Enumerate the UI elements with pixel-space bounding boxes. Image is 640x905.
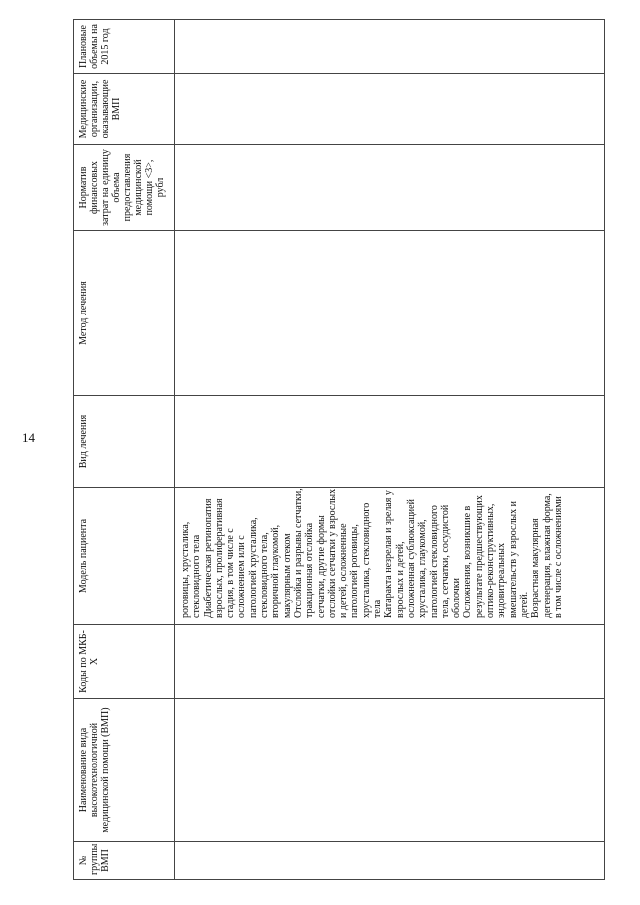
header-planned-volumes: Плановые объемы на 2015 год	[74, 20, 175, 74]
patient-model-line: вмешательств у взрослых и	[507, 500, 519, 618]
patient-model-line: тела	[372, 599, 384, 618]
patient-model-line: дегенерация, влажная форма,	[541, 493, 553, 618]
patient-model-line: осложнением или с	[236, 535, 248, 618]
patient-model-line: Катаракта незрелая и зрелая у	[383, 490, 395, 618]
header-treatment-method: Метод лечения	[74, 231, 175, 396]
cell-treatment-method	[175, 231, 605, 396]
patient-model-line: Осложнения, возникшие в	[462, 505, 474, 618]
patient-model-line: хрусталика, глаукомой,	[417, 519, 429, 618]
patient-model-line: патологией роговицы,	[349, 524, 361, 618]
header-cost-standard: Норматив финансовых затрат на единицу объема предоставления медицинской помощи <3>, рубл	[74, 145, 175, 231]
vmp-table	[73, 19, 605, 880]
patient-model-line: взрослых, пролиферативная	[213, 498, 225, 618]
patient-model-line: сетчатки, другие формы	[315, 515, 327, 618]
cell-planned-volumes	[175, 20, 605, 74]
patient-model-line: взрослых и детей,	[394, 541, 406, 618]
cell-icd-codes	[175, 625, 605, 699]
patient-model-line: отслойки сетчатки у взрослых	[326, 488, 338, 618]
table-header-row	[74, 20, 175, 880]
table-row	[175, 20, 605, 880]
cell-treatment-type	[175, 396, 605, 488]
header-vmp-name: Наименование вида высокотехнологичной медицинской помощи (ВМП)	[74, 699, 175, 842]
cell-group-number	[175, 842, 605, 880]
patient-model-text	[175, 488, 564, 624]
patient-model-line: тела, сетчатки, сосудистой	[439, 504, 451, 618]
patient-model-line: результате предшествующих	[473, 495, 485, 618]
patient-model-line: вторичной глаукомой,	[270, 524, 282, 618]
patient-model-line: макулярным отеком	[281, 533, 293, 618]
header-medical-organizations: Медицинские организации, оказывающие ВМП	[74, 74, 175, 145]
patient-model-line: Диабетическая ретинопатия	[202, 498, 214, 618]
cell-vmp-name	[175, 699, 605, 842]
header-patient-model: Модель пациента	[74, 488, 175, 625]
patient-model-line: Отслойка и разрывы сетчатки,	[292, 488, 304, 618]
patient-model-line: Возрастная макулярная	[530, 518, 542, 618]
patient-model-line: оболочки	[451, 578, 463, 618]
rotated-table-inner	[73, 20, 605, 880]
cell-patient-model	[175, 488, 605, 625]
patient-model-line: стекловидного тела	[191, 534, 203, 618]
patient-model-line: детей.	[518, 591, 530, 618]
patient-model-line: хрусталика, стекловидного	[360, 502, 372, 618]
patient-model-line: эндовитреальных	[496, 542, 508, 618]
page-number: 14	[22, 430, 35, 445]
header-treatment-type: Вид лечения	[74, 396, 175, 488]
header-icd-codes: Коды по МКБ-Х	[74, 625, 175, 699]
patient-model-line: оптико-реконструктивных,	[485, 503, 497, 618]
header-group-number: № группы ВМП	[74, 842, 175, 880]
patient-model-line: и детей, осложненные	[338, 523, 350, 618]
patient-model-line: стадия, в том числе с	[225, 528, 237, 618]
patient-model-line: осложненная сублюксацией	[405, 499, 417, 618]
patient-model-line: патологией стекловидного	[428, 505, 440, 618]
cell-cost-standard	[175, 145, 605, 231]
patient-model-line: роговицы, хрусталика,	[180, 521, 191, 618]
patient-model-line: в том числе с осложнениями	[552, 496, 564, 618]
patient-model-line: патологией хрусталика,	[247, 517, 259, 618]
cell-medical-organizations	[175, 74, 605, 145]
patient-model-line: тракционная отслойка	[304, 522, 316, 618]
patient-model-line: стекловидного тела,	[259, 532, 271, 618]
